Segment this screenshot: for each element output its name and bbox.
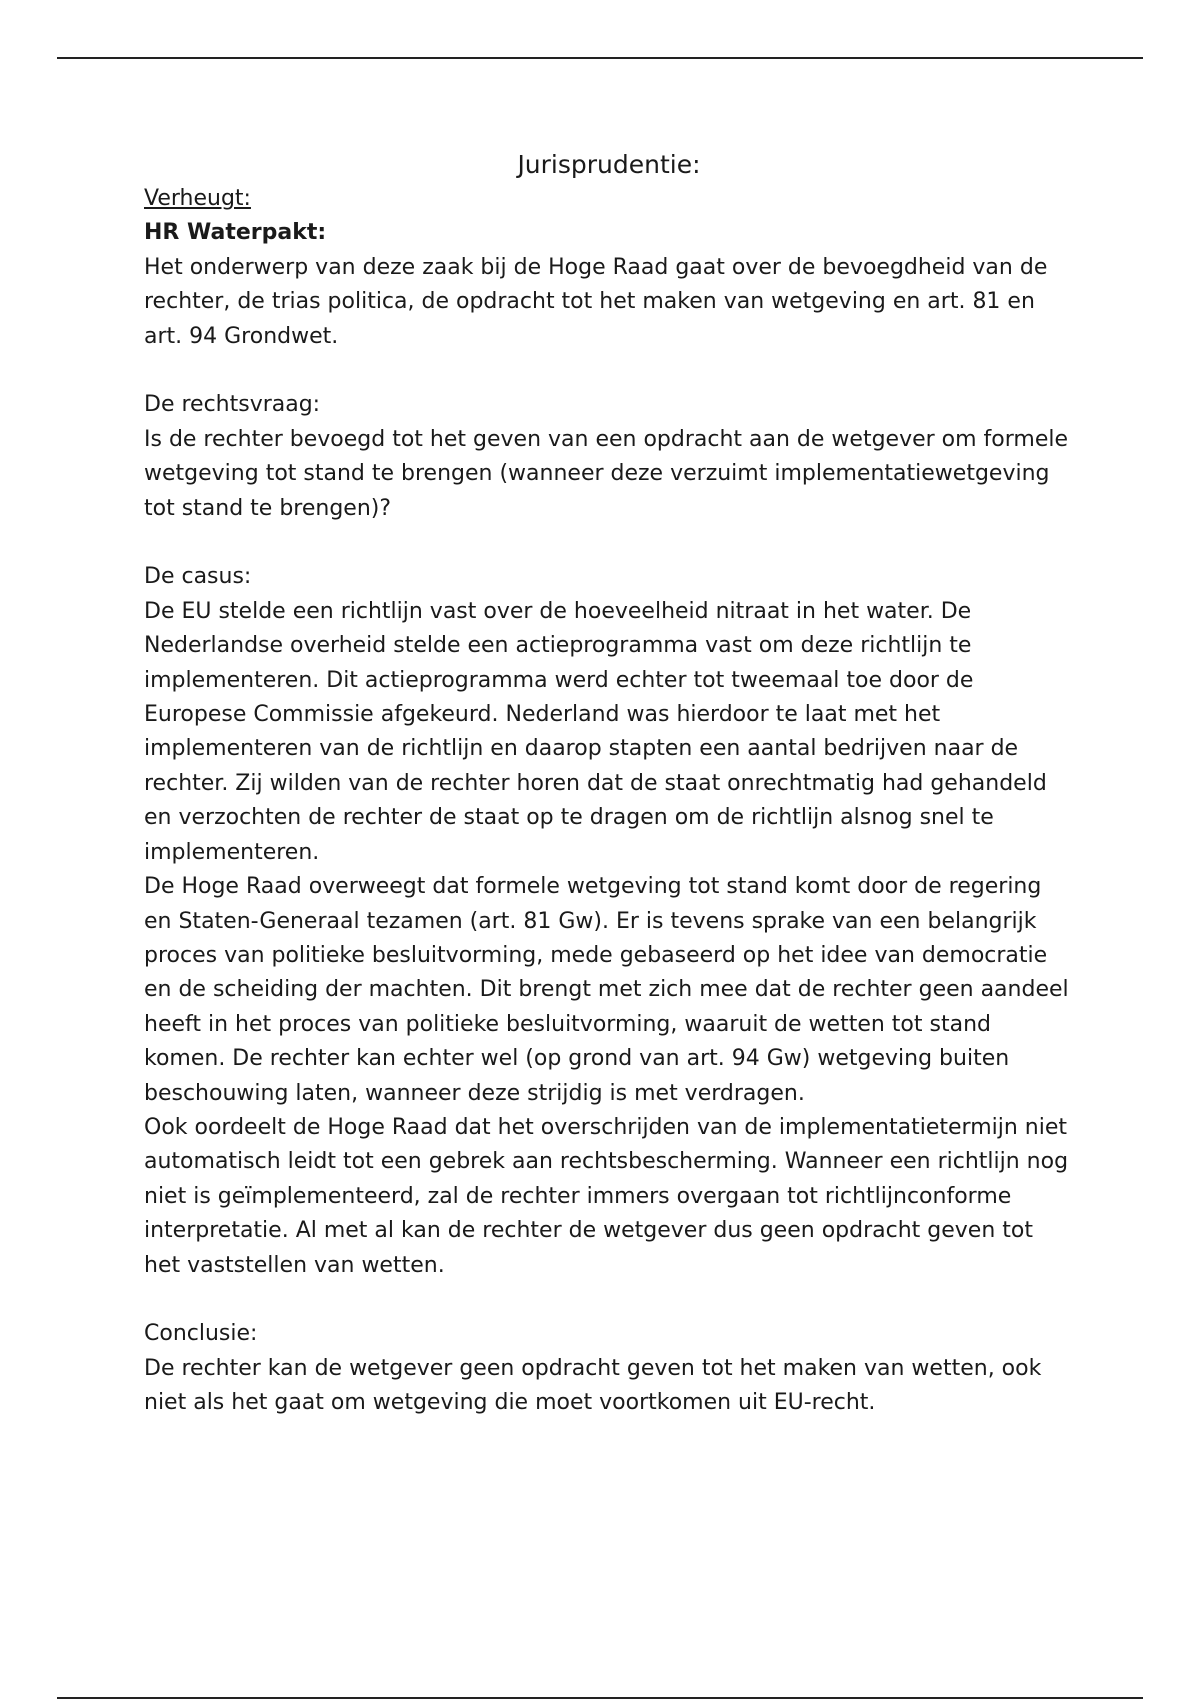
casus-paragraph-2: De Hoge Raad overweegt dat formele wetgeving tot stand komt door de regering en Staten-Generaal tezamen (art. 81 Gw). Er is tevens sprake van een belangrijk proces van politieke besluitvorming, mede gebaseerd op het idee van democratie en de scheiding der machten. Dit brengt met zich mee dat de rechter geen aandeel heeft in het proces van politieke besluitvorming, waaruit de wetten tot stand komen. De rechter kan echter wel (op grond van art. 94 Gw) wetgeving buiten beschouwing laten, wanneer deze strijdig is met verdragen. bbox=[144, 874, 1069, 1106]
question-paragraph: Is de rechter bevoegd tot het geven van een opdracht aan de wetgever om formele wetgeving tot stand te brengen (wanneer deze verzuimt implementatiewetgeving tot stand te brengen)? bbox=[144, 426, 1069, 521]
casus-paragraph-1: De EU stelde een richtlijn vast over de hoeveelheid nitraat in het water. De Nederlandse overheid stelde een actieprogramma vast om deze richtlijn te implementeren. Dit actieprogramma werd echter tot tweemaal toe door de Europese Commissie afgekeurd. Nederland was hierdoor te laat met het implementeren van de richtlijn en daarop stapten een aantal bedrijven naar de rechter. Zij wilden van de rechter horen dat de staat onrechtmatig had gehandeld en verzochten de rechter de staat op te dragen om de richtlijn alsnog snel te implementeren. bbox=[144, 598, 1047, 865]
spacer bbox=[144, 354, 1074, 388]
top-divider bbox=[57, 57, 1143, 59]
intro-paragraph: Het onderwerp van deze zaak bij de Hoge Raad gaat over de bevoegdheid van de rechter, de trias politica, de opdracht tot het maken van wetgeving en art. 81 en art. 94 Grondwet. bbox=[144, 254, 1048, 349]
casus-heading: De casus: bbox=[144, 564, 252, 590]
bottom-divider bbox=[57, 1697, 1143, 1699]
section-subtitle: Verheugt: bbox=[144, 186, 251, 211]
document-body bbox=[144, 148, 1074, 1421]
spacer bbox=[144, 1283, 1074, 1317]
question-heading: De rechtsvraag: bbox=[144, 392, 321, 418]
conclusion-heading: Conclusie: bbox=[144, 1321, 258, 1347]
casus-paragraph-3: Ook oordeelt de Hoge Raad dat het overschrijden van de implementatietermijn niet automatisch leidt tot een gebrek aan rechtsbescherming. Wanneer een richtlijn nog niet is geïmplementeerd, zal de rechter immers overgaan tot richtlijnconforme interpretatie. Al met al kan de rechter de wetgever dus geen opdracht geven tot het vaststellen van wetten. bbox=[144, 1114, 1069, 1278]
document-title: Jurisprudentie: bbox=[517, 150, 701, 179]
case-title: HR Waterpakt: bbox=[144, 220, 327, 246]
conclusion-paragraph: De rechter kan de wetgever geen opdracht geven tot het maken van wetten, ook niet als het gaat om wetgeving die moet voortkomen uit EU-recht. bbox=[144, 1355, 1042, 1416]
spacer bbox=[144, 526, 1074, 560]
